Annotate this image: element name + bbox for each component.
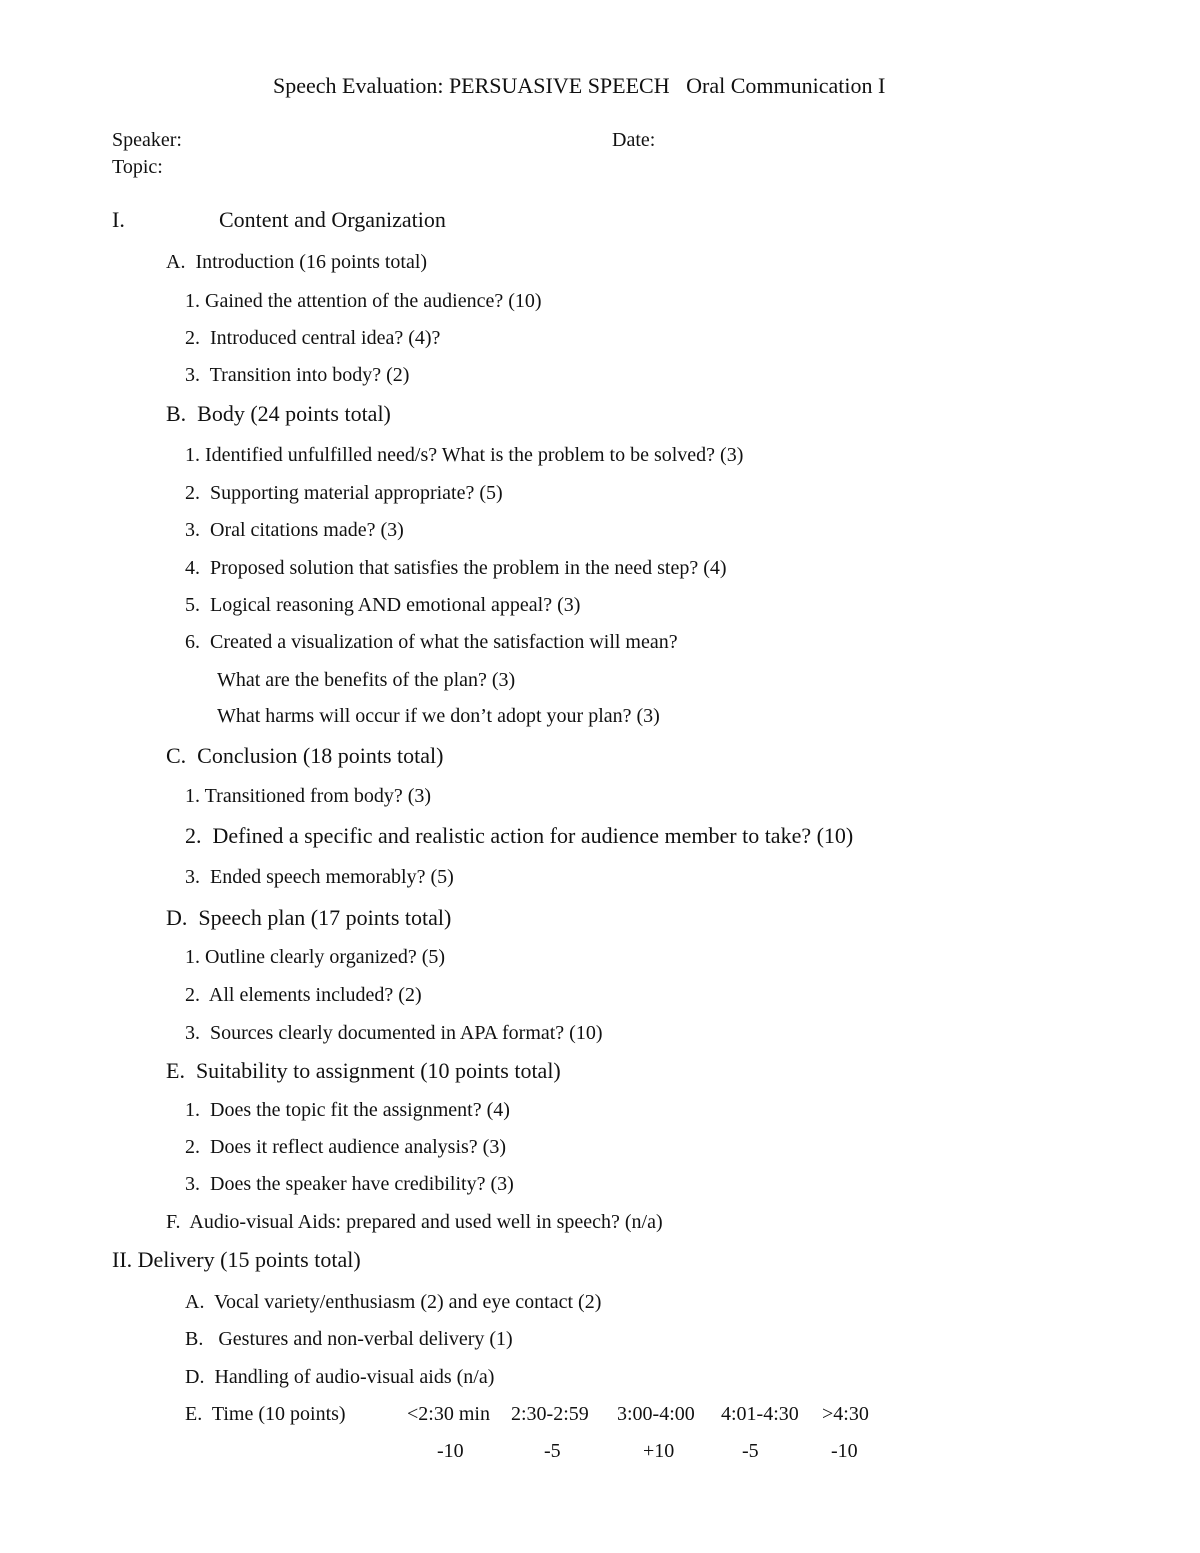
speaker-label: Speaker:	[112, 129, 182, 151]
plan-heading: D. Speech plan (17 points total)	[166, 905, 452, 930]
body-item: 5. Logical reasoning AND emotional appeal? (3)	[185, 594, 581, 616]
time-label: E. Time (10 points)	[185, 1403, 346, 1425]
section2-heading: II. Delivery (15 points total)	[112, 1247, 361, 1272]
body-heading: B. Body (24 points total)	[166, 401, 391, 426]
suitability-item: 2. Does it reflect audience analysis? (3)	[185, 1136, 506, 1158]
intro-item: 2. Introduced central idea? (4)?	[185, 327, 441, 349]
delivery-item: A. Vocal variety/enthusiasm (2) and eye contact (2)	[185, 1291, 602, 1313]
suitability-item: 1. Does the topic fit the assignment? (4)	[185, 1099, 510, 1121]
suitability-item: 3. Does the speaker have credibility? (3)	[185, 1173, 514, 1195]
time-score: -10	[831, 1440, 858, 1462]
conclusion-item: 3. Ended speech memorably? (5)	[185, 866, 454, 888]
time-score: -10	[437, 1440, 464, 1462]
plan-item: 3. Sources clearly documented in APA format? (10)	[185, 1022, 603, 1044]
conclusion-item: 1. Transitioned from body? (3)	[185, 785, 432, 807]
time-range: 2:30-2:59	[511, 1403, 589, 1425]
intro-item: 3. Transition into body? (2)	[185, 364, 410, 386]
section1-numeral: I.	[112, 207, 125, 232]
suitability-heading: E. Suitability to assignment (10 points total)	[166, 1058, 561, 1083]
topic-label: Topic:	[112, 156, 163, 178]
delivery-item: B. Gestures and non-verbal delivery (1)	[185, 1328, 513, 1350]
body-item: 6. Created a visualization of what the satisfaction will mean?	[185, 631, 678, 653]
time-range: <2:30 min	[407, 1403, 490, 1425]
time-range: 4:01-4:30	[721, 1403, 799, 1425]
time-range: 3:00-4:00	[617, 1403, 695, 1425]
body-subitem: What are the benefits of the plan? (3)	[217, 669, 516, 691]
plan-item: 2. All elements included? (2)	[185, 984, 422, 1006]
body-subitem: What harms will occur if we don’t adopt your plan? (3)	[217, 705, 660, 727]
conclusion-item: 2. Defined a specific and realistic action for audience member to take? (10)	[185, 823, 854, 848]
delivery-item: D. Handling of audio-visual aids (n/a)	[185, 1366, 495, 1388]
aids-heading: F. Audio-visual Aids: prepared and used well in speech? (n/a)	[166, 1211, 663, 1233]
time-score: -5	[742, 1440, 759, 1462]
time-score: -5	[544, 1440, 561, 1462]
section1-heading: Content and Organization	[219, 207, 446, 232]
time-range: >4:30	[822, 1403, 869, 1425]
plan-item: 1. Outline clearly organized? (5)	[185, 946, 446, 968]
page-title: Speech Evaluation: PERSUASIVE SPEECH Oral Communication I	[273, 73, 886, 98]
body-item: 3. Oral citations made? (3)	[185, 519, 404, 541]
body-item: 1. Identified unfulfilled need/s? What is the problem to be solved? (3)	[185, 444, 744, 466]
intro-item: 1. Gained the attention of the audience? (10)	[185, 290, 542, 312]
intro-heading: A. Introduction (16 points total)	[166, 251, 428, 273]
body-item: 4. Proposed solution that satisfies the problem in the need step? (4)	[185, 557, 727, 579]
conclusion-heading: C. Conclusion (18 points total)	[166, 743, 444, 768]
date-label: Date:	[612, 129, 656, 151]
body-item: 2. Supporting material appropriate? (5)	[185, 482, 503, 504]
time-score: +10	[643, 1440, 675, 1462]
